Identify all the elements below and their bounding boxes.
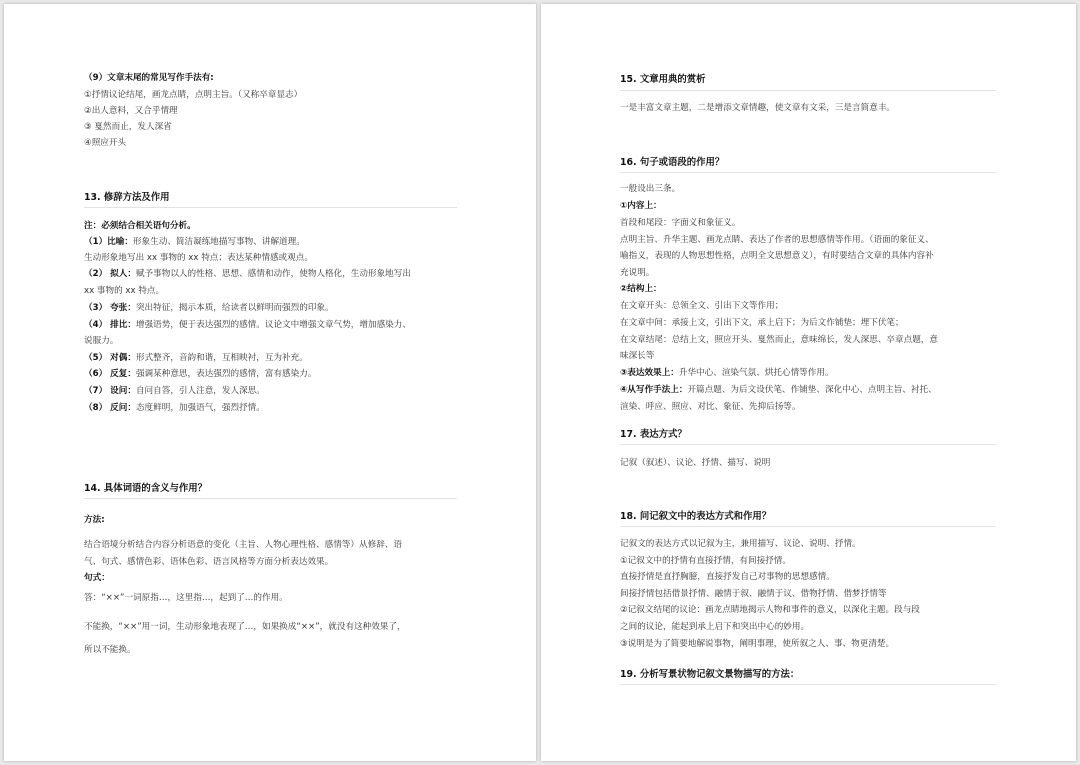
- closing-technique-4: ④照应开头: [84, 138, 127, 148]
- left-page[interactable]: [4, 4, 536, 761]
- rhetoric-personification: [84, 268, 411, 280]
- rhetoric-note: 注：必须结合相关语句分析。: [84, 221, 196, 231]
- section-15-rule: [620, 90, 996, 91]
- narrative-text-3: 直接抒情是直抒胸臆，直接抒发自己对事物的思想感情。: [620, 572, 835, 582]
- term-text: 赋予事物以人的性格、思想、感情和动作，使物人格化，生动形象地写出: [135, 269, 411, 279]
- term-label: （6） 反复：: [84, 369, 136, 379]
- content-text-2: 点明主旨、升华主题、画龙点睛、表达了作者的思想感情等作用。（语面的象征义、: [620, 235, 934, 245]
- expression-modes: 记叙（叙述）、议论、抒情、描写、说明: [620, 458, 771, 468]
- term-label: （2） 拟人：: [84, 269, 136, 279]
- closing-techniques-heading: （9）文章末尾的常见写作手法有:: [84, 73, 214, 83]
- term-text: 强调某种意思，表达强烈的感情，富有感染力。: [135, 369, 317, 379]
- narrative-text-1: 记叙文的表达方式以记叙为主，兼用描写、议论、说明、抒情。: [620, 539, 861, 549]
- closing-technique-3: ③ 戛然而止，发人深省: [84, 122, 172, 132]
- sentence-pattern-label: 句式：: [84, 573, 110, 583]
- structure-label: ②结构上：: [620, 284, 662, 294]
- section-13-heading: 13. 修辞方法及作用: [84, 192, 170, 203]
- no-replace-text-1: 不能换，“××”用一词，生动形象地表现了…，如果换成“××”，就没有这种效果了，: [84, 622, 406, 632]
- term-text: 增强语势，便于表达强烈的感情。议论文中增强文章气势，增加感染力、: [135, 320, 411, 330]
- rhetoric-personification-cont: xx 事物的 xx 特点。: [84, 286, 165, 296]
- rhetoric-hyperbole: [84, 302, 334, 314]
- no-replace-text-2: 所以不能换。: [84, 645, 136, 655]
- structure-opening: 在文章开头：总领全文、引出下文等作用；: [620, 301, 784, 311]
- content-text-1: 首段和尾段：字面义和象征义。: [620, 218, 741, 228]
- method-text-2: 气、句式、感情色彩、语体色彩、语言风格等方面分析表达效果。: [84, 557, 334, 567]
- section-14-rule: [84, 498, 457, 499]
- writing-technique-cont: 渲染、呼应、照应、对比、象征、先抑后扬等。: [620, 402, 801, 412]
- content-text-4: 充说明。: [620, 268, 655, 278]
- closing-technique-2: ②出人意料，又合乎情理: [84, 106, 178, 116]
- term-label: （3） 夸张：: [84, 303, 136, 313]
- term-label: （7） 设问：: [84, 386, 136, 396]
- rhetoric-repetition: [84, 368, 316, 380]
- section-16-rule: [620, 172, 996, 173]
- rhetoric-rhetorical-question: [84, 402, 265, 414]
- allusion-text: 一是丰富文章主题，二是增添文章情趣，使文章有文采，三是言简意丰。: [620, 103, 896, 113]
- sentence-role-intro: 一般设出三条。: [620, 184, 681, 194]
- right-page[interactable]: [541, 4, 1076, 761]
- term-label: （4） 排比：: [84, 320, 136, 330]
- term-text: 升华中心、渲染气氛、烘托心情等作用。: [678, 368, 834, 378]
- section-18-rule: [620, 526, 996, 527]
- expression-effect: [620, 367, 834, 379]
- answer-pattern: 答：“××”一词原指…，这里指…，起到了…的作用。: [84, 593, 288, 603]
- method-label: 方法:: [84, 515, 105, 525]
- term-text: 态度鲜明，加强语气，强烈抒情。: [135, 403, 265, 413]
- narrative-text-4: 间接抒情包括借景抒情、融情于叙、融情于议、借物抒情、借梦抒情等: [620, 589, 887, 599]
- structure-ending: 在文章结尾：总结上文，照应开头、戛然而止，意味绵长，发人深思、卒章点题，意: [620, 335, 938, 345]
- narrative-text-2: ①记叙文中的抒情有直接抒情，有间接抒情。: [620, 556, 791, 566]
- narrative-text-6: 之间的议论，能起到承上启下和突出中心的妙用。: [620, 622, 810, 632]
- section-19-heading: 19. 分析写景状物记叙文景物描写的方法：: [620, 669, 800, 680]
- rhetoric-metaphor-effect: 生动形象地写出 xx 事物的 xx 特点；表达某种情感或观点。: [84, 253, 313, 263]
- content-text-3: 喻指义，表现的人物思想性格，点明全文思想意义），有时要结合文章的具体内容补: [620, 251, 934, 261]
- term-text: 自问自答，引人注意，发人深思。: [135, 386, 265, 396]
- rhetoric-parallelism-cont: 说服力。: [84, 336, 119, 346]
- section-19-rule: [620, 684, 996, 685]
- narrative-text-5: ②记叙文结尾的议论：画龙点睛地揭示人物和事件的意义，以深化主题。段与段: [620, 605, 920, 615]
- term-label: ③表达效果上：: [620, 368, 679, 378]
- structure-middle: 在文章中间：承接上文，引出下文，承上启下；为后文作铺垫；埋下伏笔；: [620, 318, 904, 328]
- section-14-heading: 14. 具体词语的含义与作用？: [84, 483, 207, 494]
- method-text-1: 结合语境分析结合内容分析语意的变化（主旨、人物心理性格、感情等）从修辞、语: [84, 540, 402, 550]
- section-15-heading: 15. 文章用典的赏析: [620, 74, 706, 85]
- rhetoric-metaphor: [84, 236, 305, 248]
- rhetoric-parallelism: [84, 319, 411, 331]
- term-label: （8） 反问：: [84, 403, 136, 413]
- term-text: 开篇点题、为后文设伏笔、作铺垫、深化中心、点明主旨、衬托、: [687, 385, 937, 395]
- rhetoric-antithesis: [84, 352, 308, 364]
- term-text: 突出特征，揭示本质，给读者以鲜明而强烈的印象。: [135, 303, 334, 313]
- closing-technique-1: ①抒情议论结尾，画龙点睛，点明主旨。（又称卒章显志）: [84, 90, 303, 100]
- section-18-heading: 18. 问记叙文中的表达方式和作用？: [620, 511, 772, 522]
- term-text: 形式整齐，音韵和谐，互相映衬，互为补充。: [135, 353, 308, 363]
- writing-technique: [620, 384, 937, 396]
- content-label: ①内容上：: [620, 201, 662, 211]
- narrative-text-7: ③说明是为了简要地解说事物，阐明事理，使所叙之人、事、物更清楚。: [620, 639, 895, 649]
- term-label: （1）比喻：: [84, 237, 133, 247]
- section-17-rule: [620, 444, 996, 445]
- rhetoric-hypophora: [84, 385, 265, 397]
- section-17-heading: 17. 表达方式？: [620, 429, 687, 440]
- section-13-rule: [84, 207, 457, 208]
- section-16-heading: 16. 句子或语段的作用？: [620, 157, 725, 168]
- term-text: 形象生动、简洁凝练地描写事物、讲解道理。: [132, 237, 305, 247]
- term-label: （5） 对偶：: [84, 353, 136, 363]
- term-label: ④从写作手法上：: [620, 385, 688, 395]
- structure-ending-cont: 味深长等: [620, 351, 655, 361]
